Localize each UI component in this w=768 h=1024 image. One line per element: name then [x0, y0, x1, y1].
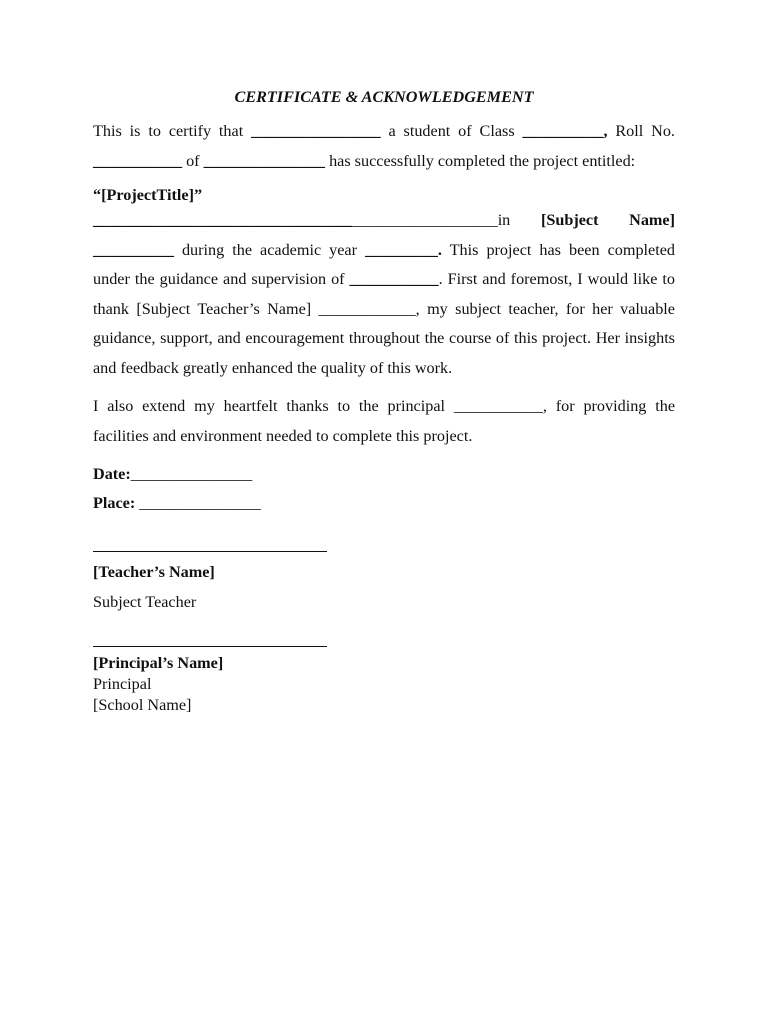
principal-name: [Principal’s Name] — [93, 654, 224, 672]
certificate-page — [93, 86, 675, 716]
academic-year-blank: _________. — [365, 240, 442, 259]
body-text-guidance: This project has been completed under the guidance and supervision of — [93, 240, 675, 288]
principal-role: Principal — [93, 675, 152, 693]
date-label: Date: — [93, 465, 131, 483]
intro-text-1: This is to certify that — [93, 122, 252, 140]
body-text-in: in — [497, 211, 541, 229]
intro-text-3: Roll No. — [607, 122, 675, 140]
intro-paragraph — [93, 117, 675, 176]
intro-text-5: has successfully completed the project entitled: — [325, 151, 636, 170]
roll-no-blank: ___________ — [93, 151, 183, 170]
intro-text-2: a student of Class — [380, 122, 523, 140]
title-blank: __________________ — [352, 211, 498, 229]
teacher-role: Subject Teacher — [93, 592, 197, 611]
school-name: [School Name] — [93, 696, 192, 714]
body-paragraph — [93, 206, 675, 383]
thanks-paragraph: I also extend my heartfelt thanks to the principal ___________, for providing the facilities and environment needed to complete this project. — [93, 397, 675, 445]
date-blank: _______________ — [130, 465, 253, 483]
supervisor-blank: ___________ — [349, 270, 439, 288]
student-name-blank: ________________ — [251, 122, 381, 140]
date-line — [93, 460, 675, 489]
place-line — [93, 489, 675, 518]
place-blank: _______________ — [135, 494, 261, 512]
body-text-thanks: . First and foremost, I would like to thank [Subject Teacher’s Name] ____________, my subject teacher, for her valuable guidance, support, and encouragement throughout the course of this project. Her insights and feedback greatly enhanced the quality of this work. — [93, 270, 675, 377]
title-blank-bold: ________________________________ — [93, 211, 352, 229]
school-blank: _______________ — [203, 151, 326, 170]
body-text-year: during the academic year — [173, 240, 366, 259]
document-title: CERTIFICATE & ACKNOWLEDGEMENT — [234, 88, 534, 106]
place-label: Place: — [93, 494, 136, 512]
intro-text-4: of — [182, 151, 204, 170]
class-blank: __________, — [522, 122, 608, 140]
subject-name-blank: [Subject Name] __________ — [93, 211, 675, 259]
teacher-name: [Teacher’s Name] — [93, 563, 215, 581]
project-title: “[ProjectTitle]” — [93, 186, 203, 204]
